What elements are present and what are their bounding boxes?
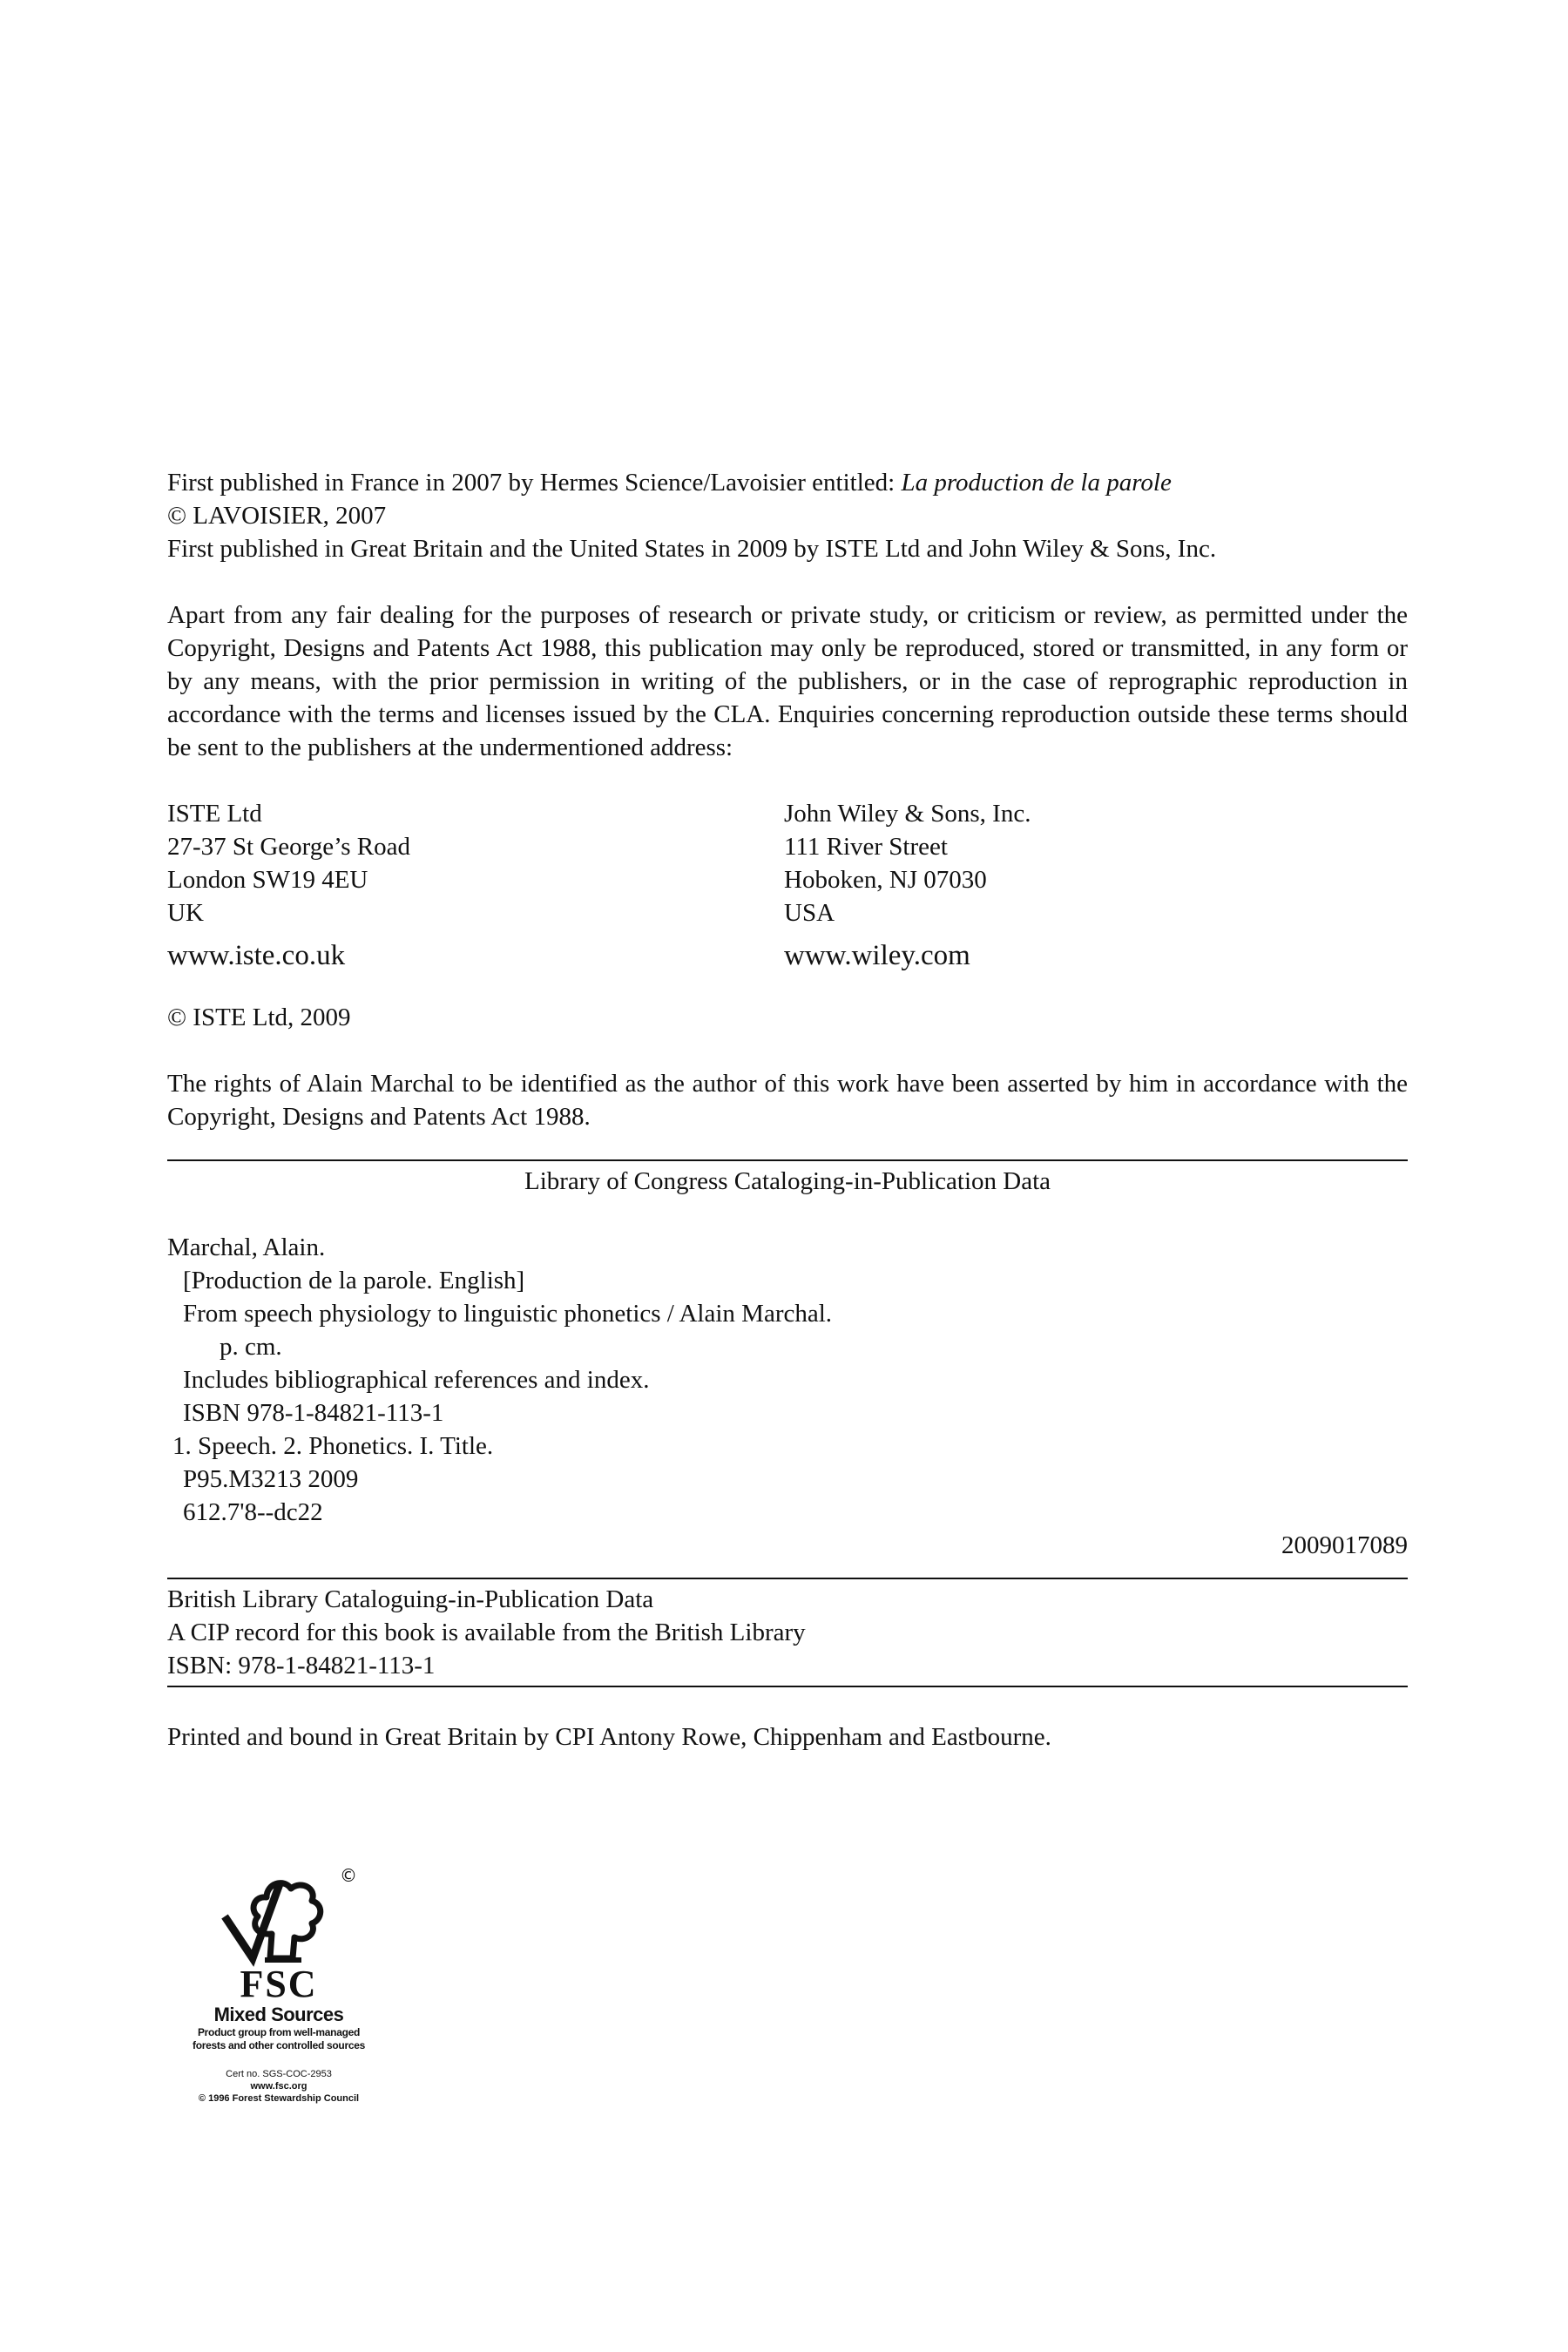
lavoisier-copyright: © LAVOISIER, 2007: [167, 502, 387, 530]
first-published-prefix: First published in France in 2007 by Hermes Science/Lavoisier entitled:: [167, 469, 902, 497]
publisher-addresses: [167, 797, 1408, 975]
iste-country: UK: [167, 899, 204, 927]
printer-statement: Printed and bound in Great Britain by CPI Antony Rowe, Chippenham and Eastbourne.: [167, 1723, 1051, 1751]
fsc-url: www.fsc.org: [250, 2081, 308, 2092]
wiley-website: www.wiley.com: [784, 940, 970, 971]
loc-isbn: ISBN 978-1-84821-113-1: [183, 1399, 444, 1427]
fsc-certification-logo: [174, 1864, 383, 2126]
iste-street: 27-37 St George’s Road: [167, 833, 410, 861]
fsc-desc-line2: forests and other controlled sources: [193, 2039, 365, 2051]
loc-notes: Includes bibliographical references and index.: [183, 1366, 650, 1394]
first-published-gb-us: First published in Great Britain and the United States in 2009 by ISTE Ltd and John Wiley & Sons, Inc.: [167, 535, 1217, 563]
fsc-mixed-sources: Mixed Sources: [213, 2004, 344, 2025]
loc-pages: p. cm.: [220, 1333, 282, 1361]
fsc-copyright-mark: ©: [340, 1865, 357, 1886]
wiley-address: [784, 797, 1401, 975]
first-published-france: [167, 466, 1408, 499]
loc-dewey: 612.7'8--dc22: [183, 1498, 323, 1526]
bl-note: A CIP record for this book is available from the British Library: [167, 1619, 806, 1646]
copyright-page: [167, 466, 1408, 1754]
loc-heading: Library of Congress Cataloging-in-Publication Data: [524, 1167, 1051, 1195]
loc-subjects: 1. Speech. 2. Phonetics. I. Title.: [172, 1432, 494, 1460]
bl-isbn: ISBN: 978-1-84821-113-1: [167, 1652, 436, 1680]
loc-title: From speech physiology to linguistic phonetics / Alain Marchal.: [183, 1300, 833, 1328]
fsc-tree-check-icon: [174, 1864, 383, 1969]
iste-city: London SW19 4EU: [167, 866, 368, 894]
iste-website: www.iste.co.uk: [167, 940, 346, 971]
wiley-name: John Wiley & Sons, Inc.: [784, 800, 1031, 828]
original-title: La production de la parole: [901, 469, 1172, 497]
loc-call-number: P95.M3213 2009: [183, 1465, 359, 1493]
bl-record: [167, 1583, 1408, 1682]
permissions-paragraph: Apart from any fair dealing for the purposes of research or private study, or criticism or review, as permitted under the Copyright, Designs and Patents Act 1988, this publication may only be reproduced, stored or transmitted, in any form or by any means, with the prior permission in writing of the publishers, or in the case of reprographic reproduction in accordance with the terms and licenses issued by the CLA. Enquiries concerning reproduction outside these terms should be sent to the publishers at the undermentioned address:: [167, 601, 1408, 761]
loc-uniform-title: [Production de la parole. English]: [183, 1267, 525, 1294]
fsc-logo-text: FSC: [240, 1963, 318, 2005]
fsc-cert-number: Cert no. SGS-COC-2953: [226, 2069, 332, 2079]
iste-copyright: © ISTE Ltd, 2009: [167, 1004, 351, 1031]
wiley-street: 111 River Street: [784, 833, 948, 861]
wiley-country: USA: [784, 899, 835, 927]
wiley-city: Hoboken, NJ 07030: [784, 866, 987, 894]
loc-record: [167, 1231, 1408, 1562]
fsc-council: © 1996 Forest Stewardship Council: [198, 2093, 360, 2104]
loc-author: Marchal, Alain.: [167, 1233, 326, 1261]
bl-heading: British Library Cataloguing-in-Publication Data: [167, 1585, 654, 1613]
fsc-desc-line1: Product group from well-managed: [197, 2026, 361, 2038]
iste-address: [167, 797, 784, 975]
author-rights: The rights of Alain Marchal to be identified as the author of this work have been asserted by him in accordance with the Copyright, Designs and Patents Act 1988.: [167, 1070, 1408, 1131]
loc-control-number: 2009017089: [1281, 1531, 1408, 1559]
iste-name: ISTE Ltd: [167, 800, 262, 828]
